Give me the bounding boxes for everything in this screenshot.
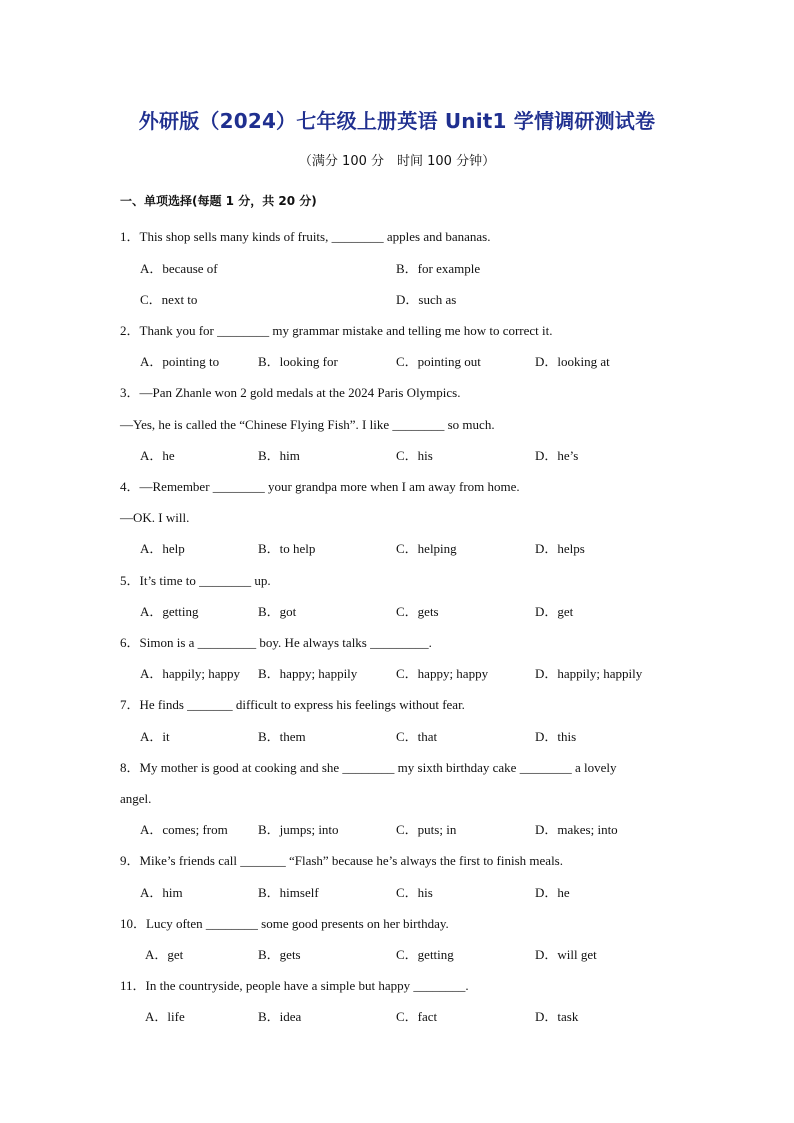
- option-a: A．he: [140, 448, 175, 463]
- option-b: B．to help: [258, 541, 316, 556]
- option-b: B．gets: [258, 947, 301, 962]
- option-b: B．got: [258, 604, 297, 619]
- option-d: D．makes; into: [535, 822, 618, 837]
- question-stem: 10．Lucy often ________ some good presents on her birthday.: [120, 916, 449, 931]
- question-stem-cont: —OK. I will.: [120, 510, 190, 525]
- option-c: C．fact: [396, 1009, 438, 1024]
- question-stem: 11．In the countryside, people have a simple but happy ________.: [120, 978, 469, 993]
- option-a: A．happily; happy: [140, 666, 241, 681]
- option-d: D．task: [535, 1009, 579, 1024]
- option-d: D．get: [535, 604, 574, 619]
- option-b: B．for example: [396, 261, 481, 276]
- question-stem: 8．My mother is good at cooking and she ________ my sixth birthday cake ________ a lovely: [120, 760, 617, 775]
- option-d: D．this: [535, 729, 577, 744]
- option-b: B．himself: [258, 885, 319, 900]
- option-a: A．because of: [140, 261, 218, 276]
- option-b: B．idea: [258, 1009, 302, 1024]
- option-c: C．pointing out: [396, 354, 481, 369]
- page-subtitle: （满分 100 分 时间 100 分钟）: [298, 154, 496, 169]
- option-d: D．happily; happily: [535, 666, 643, 681]
- question-stem: 5．It’s time to ________ up.: [120, 573, 271, 588]
- question-stem-cont: angel.: [120, 791, 152, 806]
- option-a: A．get: [145, 947, 184, 962]
- option-c: C．puts; in: [396, 822, 457, 837]
- question-stem: 7．He finds _______ difficult to express his feelings without fear.: [120, 697, 465, 712]
- option-c: C．his: [396, 448, 433, 463]
- section-heading: 一、单项选择(每题 1 分，共 20 分): [120, 194, 317, 208]
- option-c: C．gets: [396, 604, 439, 619]
- option-c: C．next to: [140, 292, 198, 307]
- option-d: D．he’s: [535, 448, 579, 463]
- option-c: C．getting: [396, 947, 454, 962]
- option-b: B．jumps; into: [258, 822, 339, 837]
- page-title: 外研版（2024）七年级上册英语 Unit1 学情调研测试卷: [138, 109, 656, 133]
- option-b: B．looking for: [258, 354, 338, 369]
- option-a: A．him: [140, 885, 183, 900]
- question-stem: 1．This shop sells many kinds of fruits, ________ apples and bananas.: [120, 229, 491, 244]
- option-a: A．pointing to: [140, 354, 220, 369]
- question-stem: 2．Thank you for ________ my grammar mistake and telling me how to correct it.: [120, 323, 553, 338]
- option-d: D．he: [535, 885, 570, 900]
- option-a: A．it: [140, 729, 170, 744]
- option-c: C．happy; happy: [396, 666, 489, 681]
- question-stem-cont: —Yes, he is called the “Chinese Flying Fish”. I like ________ so much.: [120, 417, 495, 432]
- option-c: C．that: [396, 729, 438, 744]
- option-d: D．will get: [535, 947, 597, 962]
- option-a: A．life: [145, 1009, 185, 1024]
- option-d: D．helps: [535, 541, 585, 556]
- question-stem: 9．Mike’s friends call _______ “Flash” because he’s always the first to finish meals.: [120, 853, 563, 868]
- option-d: D．such as: [396, 292, 457, 307]
- option-c: C．his: [396, 885, 433, 900]
- option-c: C．helping: [396, 541, 457, 556]
- option-a: A．help: [140, 541, 185, 556]
- option-b: B．happy; happily: [258, 666, 358, 681]
- option-d: D．looking at: [535, 354, 610, 369]
- question-stem: 4．—Remember ________ your grandpa more when I am away from home.: [120, 479, 520, 494]
- option-b: B．him: [258, 448, 300, 463]
- option-b: B．them: [258, 729, 306, 744]
- question-stem: 3．—Pan Zhanle won 2 gold medals at the 2024 Paris Olympics.: [120, 385, 461, 400]
- question-stem: 6．Simon is a _________ boy. He always talks _________.: [120, 635, 432, 650]
- option-a: A．getting: [140, 604, 199, 619]
- option-a: A．comes; from: [140, 822, 228, 837]
